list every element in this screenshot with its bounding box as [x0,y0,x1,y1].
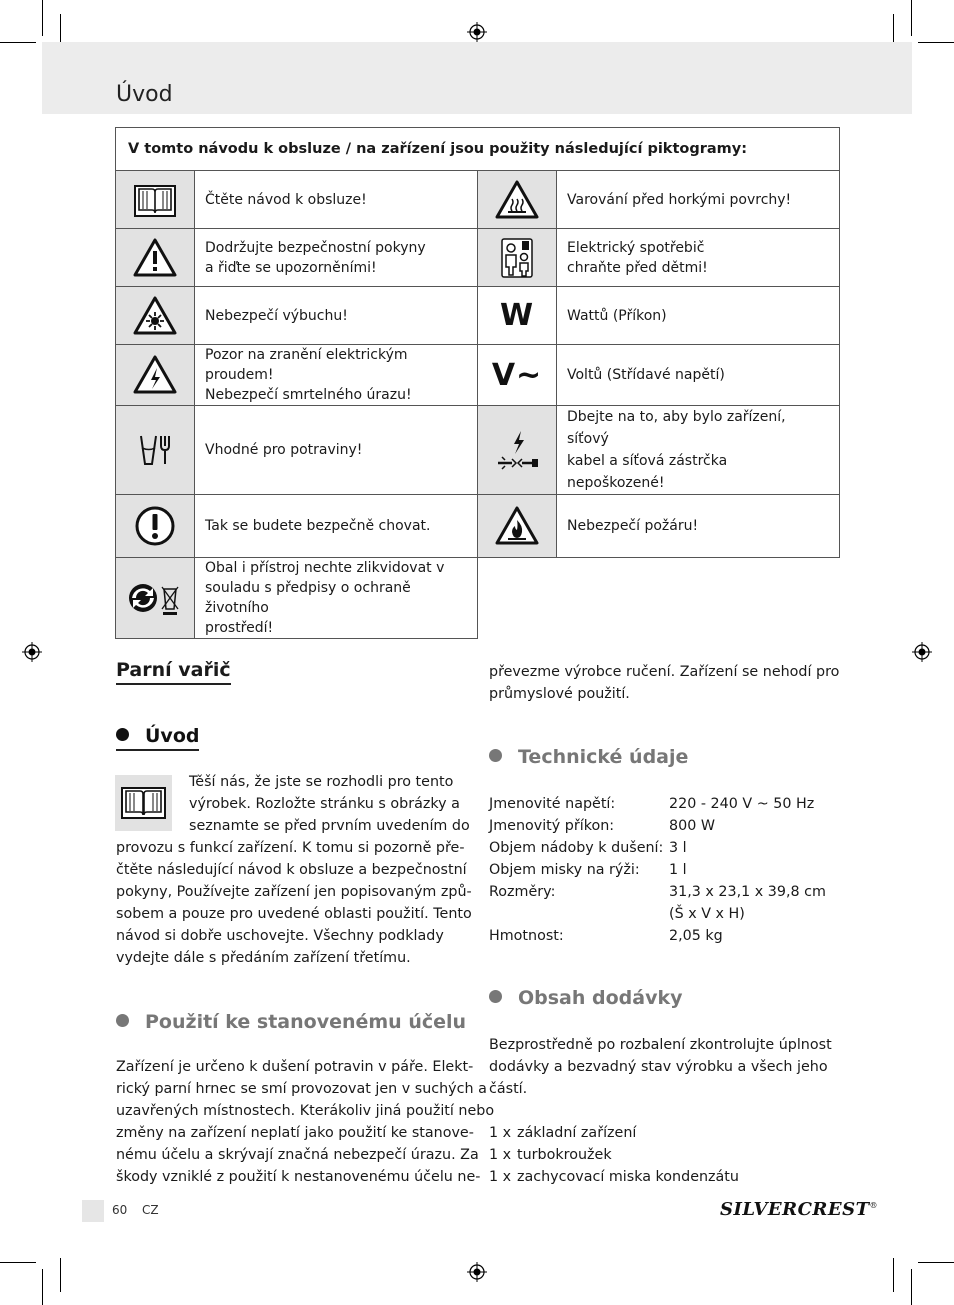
spec-label: Hmotnost: [489,928,564,944]
list-item [489,1144,739,1166]
intro-paragraph-start [189,771,470,837]
spec-label: Jmenovité napětí: [489,796,616,812]
item-name: turbokroužek [517,1147,612,1163]
child-safety-icon [478,229,557,287]
crop-mark [911,1269,912,1305]
text-line: Bezprostředně po rozbalení zkontrolujte úplnost [489,1037,832,1053]
volt-ac-icon [478,345,557,406]
pictogram-text: Wattů (Příkon) [557,287,840,345]
product-heading: Parní vařič [116,659,231,685]
text-line: výrobek. Rozložte stránku s obrázky a [189,796,460,812]
list-item [489,1166,739,1188]
contents-list [489,1122,739,1188]
usage-paragraph [116,1056,494,1188]
registered-mark: ® [869,1201,878,1210]
spec-value: (Š x V x H) [669,906,745,922]
pictogram-text: Pozor na zranění elektrickým proudem! Nebezpečí smrtelného úrazu! [195,345,478,406]
page-title: Úvod [116,82,173,107]
crop-mark [893,1258,894,1292]
usage-paragraph-continued [489,661,839,705]
exclamation-circle-icon [116,495,195,558]
bullet-icon [116,728,129,741]
item-name: zachycovací miska kondenzátu [517,1169,739,1185]
pictogram-text: Dbejte na to, aby bylo zařízení, síťový kabel a síťová zástrčka nepoškozené! [557,406,840,495]
contents-paragraph [489,1034,832,1100]
text-line: pokyny, Používejte zařízení jen popisovaným způ- [116,884,472,900]
text-line: provozu s funkcí zařízení. K tomu si pozorně pře- [116,840,465,856]
spec-value: 2,05 kg [669,928,723,944]
spec-value: 3 l [669,840,687,856]
damaged-cable-icon [478,406,557,495]
brand-logo [720,1199,878,1220]
technical-data-heading-text: Technické údaje [518,746,689,768]
pictogram-text: Nebezpečí výbuchu! [195,287,478,345]
pictogram-text: Nebezpečí požáru! [557,495,840,558]
spec-row [489,859,829,881]
recycling-disposal-icon [116,558,195,639]
explosion-warning-icon [116,287,195,345]
language-code: CZ [142,1203,159,1217]
crop-mark [42,1269,43,1305]
intro-heading [116,725,199,751]
text-line: rický parní hrnec se smí provozovat jen v suchých a [116,1081,487,1097]
pictogram-text: Varování před horkými povrchy! [557,171,840,229]
text-line: čtěte následující návod k obsluze a bezpečnostní [116,862,467,878]
pictogram-table [115,127,840,639]
text-line: částí. [489,1081,528,1097]
text-line: Těší nás, že jste se rozhodli pro tento [189,774,454,790]
contents-heading-text: Obsah dodávky [518,987,683,1009]
text-line: průmyslové použití. [489,686,630,702]
registration-mark-icon [22,642,42,662]
pictogram-text: Voltů (Střídavé napětí) [557,345,840,406]
spec-row [489,815,829,837]
spec-row [489,925,829,947]
contents-heading [489,987,683,1009]
spec-row [489,793,829,815]
text-line: nému účelu a skrývají značná nebezpečí úrazu. Za [116,1147,479,1163]
crop-mark [911,0,912,36]
spec-label: Objem misky na rýži: [489,862,640,878]
intro-paragraph [116,837,472,969]
text-line: vydejte dále s předáním zařízení třetímu. [116,950,411,966]
text-line: dodávky a bezvadný stav výrobku a všech jeho [489,1059,828,1075]
spec-row [489,837,829,859]
warning-triangle-icon [116,229,195,287]
bullet-icon [489,990,502,1003]
crop-mark [918,1262,954,1263]
crop-mark [42,0,43,36]
brand-name: SILVERCREST [720,1199,870,1220]
watt-symbol: W [499,298,535,333]
book-icon [116,171,195,229]
text-line: Zařízení je určeno k dušení potravin v páře. Elekt- [116,1059,474,1075]
spec-label: Objem nádoby k dušení: [489,840,664,856]
text-line: převezme výrobce ručení. Zařízení se nehodí pro [489,664,840,680]
bullet-icon [489,749,502,762]
spec-label: Rozměry: [489,884,556,900]
item-quantity: 1 x [489,1169,512,1185]
spec-table [489,793,829,947]
text-line: uzavřených místnostech. Kterákoliv jiná použití nebo [116,1103,495,1119]
hot-surface-warning-icon [478,171,557,229]
pictogram-table-heading: V tomto návodu k obsluze / na zařízení jsou použity následující piktogramy: [116,128,840,171]
registration-mark-icon [912,642,932,662]
spec-value: 31,3 x 23,1 x 39,8 cm [669,884,826,900]
bullet-icon [116,1014,129,1027]
usage-heading [116,1011,466,1033]
technical-data-heading [489,746,688,768]
pictogram-text: Tak se budete bezpečně chovat. [195,495,478,558]
crop-mark [60,1258,61,1292]
item-quantity: 1 x [489,1125,512,1141]
electric-shock-warning-icon [116,345,195,406]
spec-value: 1 l [669,862,687,878]
watt-icon [478,287,557,345]
food-safe-icon [116,406,195,495]
spec-value: 220 - 240 V ~ 50 Hz [669,796,815,812]
spec-row [489,903,829,925]
volt-ac-symbol: V~ [491,357,543,393]
registration-mark-icon [467,22,487,42]
crop-mark [0,1262,36,1263]
crop-mark [0,42,36,43]
registration-mark-icon [467,1262,487,1282]
item-quantity: 1 x [489,1147,512,1163]
text-line: sobem a pouze pro uvedené oblasti použití. Tento [116,906,472,922]
pictogram-text: Elektrický spotřebič chraňte před dětmi! [557,229,840,287]
page-number: 60 [112,1203,128,1217]
fire-warning-icon [478,495,557,558]
text-line: škody vzniklé z použití k nestanovenému účelu ne- [116,1169,481,1185]
text-line: změny na zařízení neplatí jako použití ke stanove- [116,1125,474,1141]
pictogram-text: Dodržujte bezpečnostní pokyny a řiďte se upozorněními! [195,229,478,287]
crop-mark [918,42,954,43]
text-line: návod si dobře uschovejte. Všechny podklady [116,928,444,944]
pictogram-text: Čtěte návod k obsluze! [195,171,478,229]
list-item [489,1122,739,1144]
usage-heading-text: Použití ke stanovenému účelu [145,1011,467,1033]
spec-row [489,881,829,903]
item-name: základní zařízení [517,1125,637,1141]
intro-heading-text: Úvod [145,725,200,747]
spec-value: 800 W [669,818,715,834]
pictogram-text: Vhodné pro potraviny! [195,406,478,495]
spec-label: Jmenovitý příkon: [489,818,615,834]
page-number-marker [82,1200,104,1222]
book-icon [115,775,172,831]
pictogram-text: Obal i přístroj nechte zlikvidovat v souladu s předpisy o ochraně životního prostředí! [195,558,478,639]
text-line: seznamte se před prvním uvedením do [189,818,470,834]
